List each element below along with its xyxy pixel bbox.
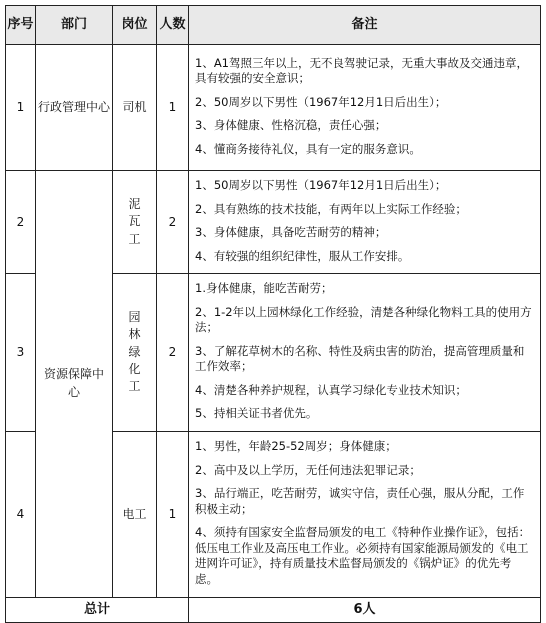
row-no: 2 <box>6 171 36 274</box>
row-count: 1 <box>157 45 189 171</box>
header-no: 序号 <box>6 6 36 45</box>
note-line: 1.身体健康，能吃苦耐劳； <box>195 281 333 296</box>
row-notes <box>189 274 541 432</box>
row-no: 3 <box>6 274 36 432</box>
note-line: 2、50周岁以下男性（1967年12月1日后出生）； <box>195 94 447 109</box>
row-position: 泥瓦工 <box>113 171 157 274</box>
recruitment-table <box>5 5 541 623</box>
note-line: 4、须持有国家安全监督局颁发的电工《特种作业操作证》，包括：低压电工作业及高压电工作业。必须持有国家能源局颁发的《电工进网许可证》，持有质量技术监督局颁发的《锅炉证》的优先考虑。 <box>195 525 531 586</box>
row-count: 1 <box>157 431 189 597</box>
row-notes <box>189 431 541 597</box>
header-row <box>6 6 541 45</box>
note-line: 2、1-2年以上园林绿化工作经验，清楚各种绿化物料工具的使用方法； <box>195 304 532 335</box>
header-count: 人数 <box>157 6 189 45</box>
row-position: 司机 <box>113 45 157 171</box>
row-position: 园林绿化工 <box>113 274 157 432</box>
header-position: 岗位 <box>113 6 157 45</box>
row-notes <box>189 45 541 171</box>
table-row <box>6 171 541 274</box>
note-line: 3、身体健康、性格沉稳，责任心强； <box>195 118 387 133</box>
header-dept: 部门 <box>36 6 113 45</box>
row-count: 2 <box>157 274 189 432</box>
row-position: 电工 <box>113 431 157 597</box>
row-notes <box>189 171 541 274</box>
note-line: 4、有较强的组织纪律性，服从工作安排。 <box>195 248 410 263</box>
note-line: 4、懂商务接待礼仪，具有一定的服务意识。 <box>195 141 421 156</box>
note-line: 4、清楚各种养护规程，认真学习绿化专业技术知识； <box>195 382 467 397</box>
note-line: 5、持相关证书者优先。 <box>195 406 318 421</box>
total-row <box>6 597 541 622</box>
row-dept: 行政管理中心 <box>36 45 113 171</box>
header-notes: 备注 <box>189 6 541 45</box>
note-line: 2、高中及以上学历，无任何违法犯罪记录； <box>195 462 421 477</box>
table-row <box>6 45 541 171</box>
total-label: 总计 <box>6 597 189 622</box>
note-line: 3、了解花草树木的名称、特性及病虫害的防治，提高管理质量和工作效率； <box>195 343 525 374</box>
note-line: 1、A1驾照三年以上，无不良驾驶记录，无重大事故及交通违章，具有较强的安全意识； <box>195 55 528 86</box>
row-dept: 资源保障中心 <box>36 171 113 598</box>
note-line: 1、男性，年龄25-52周岁；身体健康； <box>195 439 397 454</box>
note-line: 2、具有熟练的技术技能，有两年以上实际工作经验； <box>195 201 467 216</box>
row-no: 1 <box>6 45 36 171</box>
note-line: 3、身体健康，具备吃苦耐劳的精神； <box>195 225 387 240</box>
note-line: 1、50周岁以下男性（1967年12月1日后出生）； <box>195 178 447 192</box>
total-value: 6人 <box>189 597 541 622</box>
row-count: 2 <box>157 171 189 274</box>
row-no: 4 <box>6 431 36 597</box>
note-line: 3、品行端正，吃苦耐劳，诚实守信，责任心强，服从分配，工作积极主动； <box>195 486 525 516</box>
